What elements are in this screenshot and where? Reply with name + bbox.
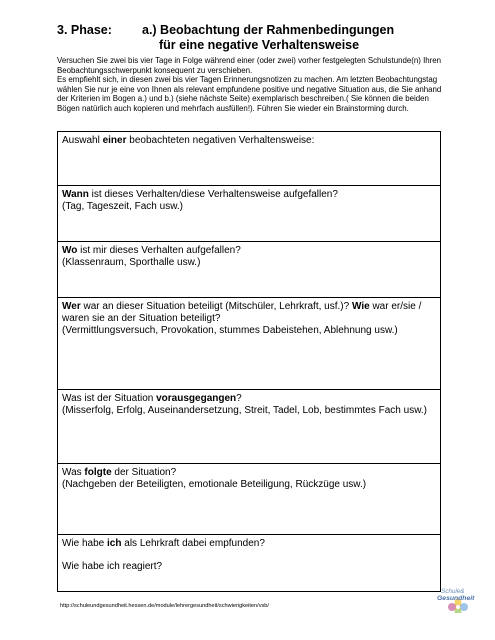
observation-form: [57, 131, 441, 592]
form-row-feeling: [58, 534, 440, 591]
row-text: als Lehrkraft dabei empfunden?: [121, 538, 265, 549]
row-text: beobachteten negativen Verhaltensweise:: [126, 135, 315, 146]
intro-paragraph-1: Versuchen Sie zwei bis vier Tage in Folge während einer (oder zwei) vorher festgelegten Schulstunde(n) Ihren Beobachtungsschwerpunkt konsequent zu verschieben.: [57, 56, 442, 75]
row-text: ?: [236, 393, 242, 404]
row-emphasis: Wo: [62, 245, 78, 256]
row-emphasis: Wer: [62, 301, 81, 312]
row-text: Was ist der Situation: [62, 393, 157, 404]
logo-text-line-2: Gesundheit: [437, 595, 475, 602]
row-hint: (Klassenraum, Sporthalle usw.): [62, 257, 201, 268]
row-emphasis: Wann: [62, 189, 89, 200]
row-emphasis: vorausgegangen: [156, 393, 237, 404]
row-text: ist dieses Verhalten/diese Verhaltensweise aufgefallen?: [88, 189, 338, 200]
row-text: ist mir dieses Verhalten aufgefallen?: [77, 245, 241, 256]
heading-line-2: für eine negative Verhaltensweise: [159, 38, 360, 52]
row-emphasis: Wie: [351, 301, 370, 312]
phase-label: 3. Phase:: [57, 23, 112, 37]
row-hint: (Nachgeben der Beteiligten, emotionale Beteiligung, Rückzüge usw.): [62, 479, 367, 490]
row-hint: (Vermittlungsversuch, Provokation, stummes Dabeistehen, Ablehnung usw.): [62, 325, 398, 336]
logo-text-line-1: Schule&: [441, 588, 465, 595]
row-text: Wie habe: [62, 538, 108, 549]
form-row-when: [58, 185, 440, 241]
form-row-where: [58, 241, 440, 297]
row-text: Auswahl: [62, 135, 103, 146]
row-emphasis: einer: [102, 135, 127, 146]
form-row-selection: [58, 132, 440, 185]
heading-line-1: a.) Beobachtung der Rahmenbedingungen: [142, 23, 395, 37]
form-row-after: [58, 463, 440, 534]
row-emphasis: folgte: [84, 467, 112, 478]
row-text: war an dieser Situation beteiligt (Mitschüler, Lehrkraft, usf.)?: [80, 301, 352, 312]
row-hint: (Tag, Tageszeit, Fach usw.): [62, 201, 183, 212]
row-text: Wie habe ich reagiert?: [62, 561, 163, 572]
school-health-logo: [428, 585, 475, 613]
row-emphasis: ich: [107, 538, 122, 549]
row-text: Was: [62, 467, 85, 478]
intro-paragraph-2: Es empfiehlt sich, in diesen zwei bis vier Tagen Erinnerungsnotizen zu machen. Am letzten Beobachtungstag wählen Sie nur je eine von Ihnen als relevant empfundene positive und negative Situation aus, die Sie anhand der Kriterien im Bogen a.) und b.) (siehe nächste Seite) exemplarisch beschreiben.( Sie können die beiden Bögen natürlich auch kopieren und mehrfach ausfüllen!). Führen Sie wieder ein Brainstorming durch.: [57, 75, 442, 113]
row-text: war er/sie / waren sie an der Situation beteiligt?: [62, 301, 422, 324]
row-text: der Situation?: [111, 467, 177, 478]
form-row-who: [58, 297, 440, 389]
form-row-before: [58, 389, 440, 463]
intro-text: [57, 56, 442, 114]
footer-url: http://schuleundgesundheit.hessen.de/module/lehrergesundheit/schwierigkeiten/vsb/: [60, 603, 269, 609]
row-hint: (Misserfolg, Erfolg, Auseinandersetzung, Streit, Tadel, Lob, bestimmtes Fach usw.): [62, 405, 427, 416]
